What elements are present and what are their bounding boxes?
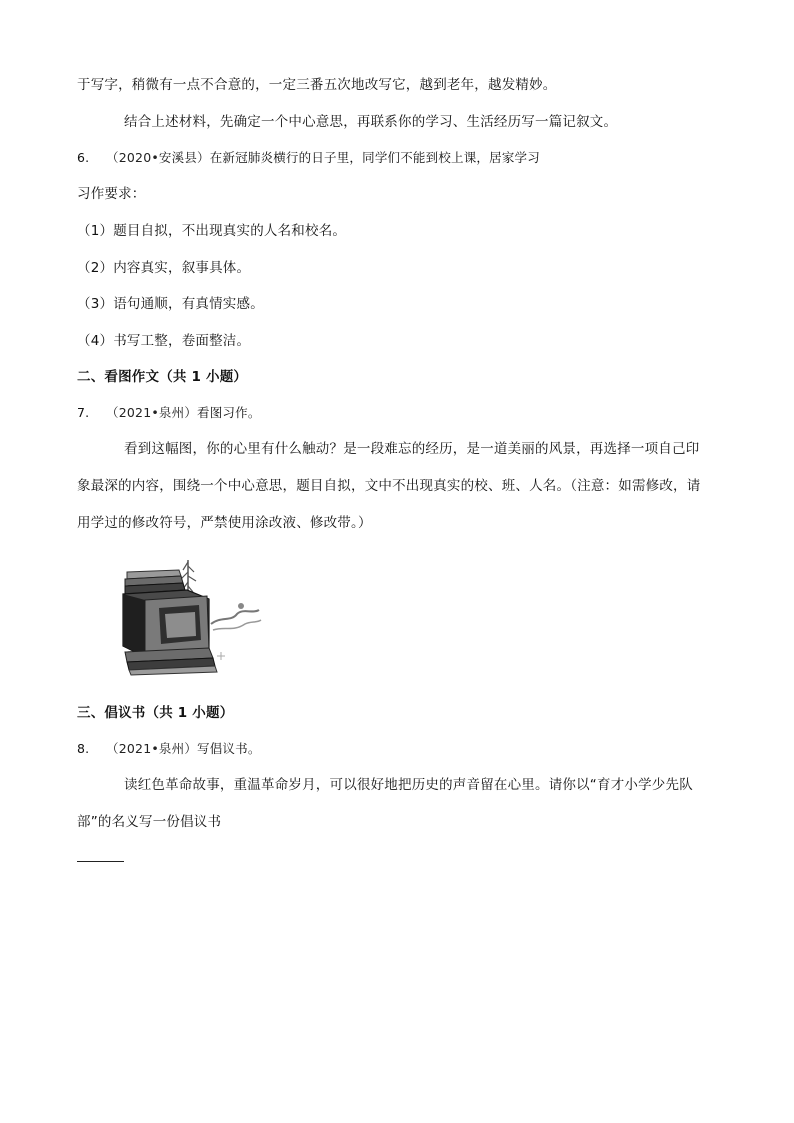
question-source: （2021•泉州） — [106, 405, 198, 420]
question-7 — [77, 403, 261, 423]
question-text: 在新冠肺炎横行的日子里，同学们不能到校上课，居家学习 — [209, 150, 540, 165]
question-number: 7. — [77, 405, 90, 420]
section-3-title: 三、倡议书（共 1 小题） — [77, 705, 234, 721]
q8-body-line-2: 部”的名义写一份倡议书 — [77, 814, 222, 830]
question-source: （2020•安溪县） — [106, 150, 210, 165]
question-8 — [77, 739, 261, 759]
section-2-title: 二、看图作文（共 1 小题） — [77, 369, 248, 385]
q8-body-line-1: 读红色革命故事，重温革命岁月，可以很好地把历史的声音留在心里。请你以“育才小学少先队 — [124, 777, 693, 793]
books-illustration — [113, 552, 263, 677]
requirement-1: （1）题目自拟，不出现真实的人名和校名。 — [77, 223, 347, 239]
continuation-line-2: 结合上述材料，先确定一个中心意思，再联系你的学习、生活经历写一篇记叙文。 — [124, 114, 618, 130]
requirement-4: （4）书写工整，卷面整洁。 — [77, 333, 251, 349]
continuation-line-1: 于写字，稍微有一点不合意的，一定三番五次地改写它，越到老年，越发精妙。 — [77, 77, 557, 93]
question-6 — [77, 148, 540, 168]
question-text: 看图习作。 — [197, 405, 261, 420]
answer-line — [77, 861, 124, 862]
question-number: 8. — [77, 741, 90, 756]
question-number: 6. — [77, 150, 90, 165]
question-source: （2021•泉州） — [106, 741, 198, 756]
requirement-3: （3）语句通顺，有真情实感。 — [77, 296, 264, 312]
requirement-2: （2）内容真实，叙事具体。 — [77, 260, 251, 276]
q7-body-line-2: 象最深的内容，围绕一个中心意思，题目自拟，文中不出现真实的校、班、人名。（注意：如需修改，请 — [77, 478, 701, 494]
q7-body-line-3: 用学过的修改符号，严禁使用涂改液、修改带。） — [77, 515, 372, 531]
question-text: 写倡议书。 — [197, 741, 261, 756]
q7-body-line-1: 看到这幅图，你的心里有什么触动？是一段难忘的经历，是一道美丽的风景，再选择一项自己印 — [124, 441, 700, 457]
requirements-title: 习作要求： — [77, 186, 146, 202]
